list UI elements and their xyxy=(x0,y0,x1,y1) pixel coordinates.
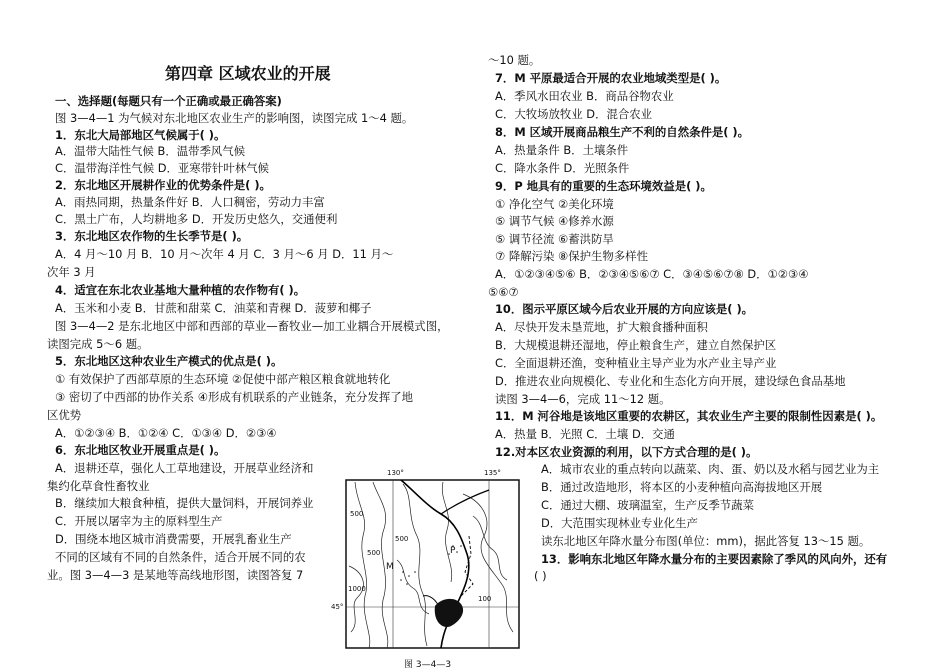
right-text-line: A．城市农业的重点转向以蔬菜、肉、蛋、奶以及水稻与园艺业为主 xyxy=(541,462,880,476)
right-text-line: 9．P 地具有的重要的生态环境效益是( )。 xyxy=(495,179,712,193)
left-text-line: C．开展以屠宰为主的原料型生产 xyxy=(55,514,223,528)
left-text-line: A．温带大陆性气候 B．温带季风气候 xyxy=(55,144,246,158)
map-label-m: M xyxy=(386,562,394,572)
right-text-line: D．推进农业向规模化、专业化和生态化方向开展，建设绿色食品基地 xyxy=(495,374,846,388)
left-text-line: A．退耕还草，强化人工草地建设，开展草业经济和 xyxy=(55,461,314,475)
left-text-line: ① 有效保护了西部草原的生态环境 ②促使中部产粮区粮食就地转化 xyxy=(55,372,391,386)
left-text-line: A．雨热同期，热量条件好 B．人口稠密，劳动力丰富 xyxy=(55,195,325,209)
right-text-line: ( ) xyxy=(534,569,547,583)
map-frame xyxy=(346,480,519,648)
left-text-line: 图 3—4—1 为气候对东北地区农业生产的影响图，读图完成 1～4 题。 xyxy=(55,111,414,125)
right-text-line: ⑤ 调节气候 ④修养水源 xyxy=(495,214,614,228)
contour-label: 500 xyxy=(367,549,381,557)
right-text-line: ～10 题。 xyxy=(488,53,541,67)
left-text-line: 5．东北地区这种农业生产模式的优点是( )。 xyxy=(55,354,283,368)
lon-135-label: 135° xyxy=(484,469,501,477)
left-text-line: 集约化草食性畜牧业 xyxy=(47,479,150,493)
right-text-line: ① 净化空气 ②美化环境 xyxy=(495,197,614,211)
left-text-line: D．围绕本地区城市消费需要，开展乳畜业生产 xyxy=(55,532,292,546)
right-text-line: 11．M 河谷地是该地区重要的农耕区，其农业生产主要的限制性因素是( )。 xyxy=(495,409,883,423)
map-label-p: P xyxy=(450,546,456,556)
left-text-line: 1．东北大局部地区气候属于( )。 xyxy=(55,128,226,142)
right-text-line: A．①②③④⑤⑥ B．②③④⑤⑥⑦ C．③④⑤⑥⑦⑧ D．①②③④ xyxy=(495,267,809,281)
left-text-line: B．继续加大粮食种植，提供大量饲料，开展饲养业 xyxy=(55,496,314,510)
left-text-line: 3．东北地区农作物的生长季节是( )。 xyxy=(55,229,249,243)
lat-45-label: 45° xyxy=(331,603,344,611)
right-text-line: B．大规模退耕还湿地，停止粮食生产，建立自然保护区 xyxy=(495,338,777,352)
right-text-line: 12.对本区农业资源的利用，以下方式合理的是( )。 xyxy=(495,445,758,459)
left-text-line: 业。图 3—4—3 是某地等高线地形图，读图答复 7 xyxy=(47,568,304,582)
right-text-line: 13．影响东北地区年降水量分布的主要因素除了季风的风向外，还有 xyxy=(541,552,888,566)
chapter-title: 第四章 区域农业的开展 xyxy=(165,64,331,83)
left-text-line: 6．东北地区牧业开展重点是( )。 xyxy=(55,443,226,457)
right-text-line: 读东北地区年降水量分布图(单位：mm)，据此答复 13～15 题。 xyxy=(541,534,871,548)
left-text-line: 4．适宜在东北农业基地大量种植的农作物有( )。 xyxy=(55,283,306,297)
map-caption: 图 3—4—3 xyxy=(404,660,452,670)
right-text-line: A．尽快开发未垦荒地，扩大粮食播种面积 xyxy=(495,320,708,334)
right-text-line: A．热量条件 B．土壤条件 xyxy=(495,143,629,157)
right-text-line: D．大范围实现林业专业化生产 xyxy=(541,516,698,530)
left-text-line: A．①②③④ B．①②④ C．①③④ D．②③④ xyxy=(55,426,277,440)
contour-map xyxy=(343,476,523,654)
right-text-line: C．降水条件 D．光照条件 xyxy=(495,161,630,175)
right-text-line: A．热量 B．光照 C．土壤 D．交通 xyxy=(495,427,675,441)
right-text-line: ⑤ 调节径流 ⑥蓄洪防旱 xyxy=(495,232,614,246)
left-text-line: C．黑土广布，人均耕地多 D．开发历史悠久，交通便利 xyxy=(55,212,338,226)
right-text-line: 读图 3—4—6，完成 11～12 题。 xyxy=(495,392,671,406)
left-text-line: C．温带海洋性气候 D．亚寒带针叶林气候 xyxy=(55,161,269,175)
left-text-line: 不同的区域有不同的自然条件，适合开展不同的农 xyxy=(55,550,306,564)
left-text-line: 次年 3 月 xyxy=(47,265,96,279)
left-text-line: 读图完成 5～6 题。 xyxy=(47,337,149,351)
left-text-line: 2．东北地区开展耕作业的优势条件是( )。 xyxy=(55,178,271,192)
right-text-line: C．大牧场放牧业 D．混合农业 xyxy=(495,107,653,121)
left-text-line: 图 3—4—2 是东北地区中部和西部的草业—畜牧业—加工业耦合开展模式图， xyxy=(55,319,449,333)
contour-label: 100 xyxy=(478,595,492,603)
lon-130-label: 130° xyxy=(387,469,404,477)
right-text-line: ⑦ 降解污染 ⑧保护生物多样性 xyxy=(495,249,648,263)
right-text-line: 10．图示平原区域今后农业开展的方向应该是( )。 xyxy=(495,302,754,316)
contour-label: 1000 xyxy=(348,585,366,593)
left-text-line: A．玉米和小麦 B．甘蔗和甜菜 C．油菜和青稞 D．菠萝和椰子 xyxy=(55,301,372,315)
right-text-line: 8．M 区域开展商品粮生产不利的自然条件是( )。 xyxy=(495,125,750,139)
right-text-line: B．通过改造地形，将本区的小麦种植向高海拔地区开展 xyxy=(541,480,823,494)
left-text-line: 区优势 xyxy=(47,408,82,422)
contour-label: 500 xyxy=(350,510,364,518)
right-text-line: A．季风水田农业 B．商品谷物农业 xyxy=(495,89,674,103)
right-text-line: C．全面退耕还渔，变种植业主导产业为水产业主导产业 xyxy=(495,356,777,370)
left-text-line: ③ 密切了中西部的协作关系 ④形成有机联系的产业链条，充分发挥了地 xyxy=(55,390,413,404)
right-text-line: 7．M 平原最适合开展的农业地域类型是( )。 xyxy=(495,71,727,85)
left-text-line: 一、选择题(每题只有一个正确或最正确答案) xyxy=(55,94,282,108)
contour-label: 500 xyxy=(395,535,409,543)
right-text-line: C．通过大棚、玻璃温室，生产反季节蔬菜 xyxy=(541,498,754,512)
right-text-line: ⑤⑥⑦ xyxy=(488,285,519,299)
left-text-line: A．4 月～10 月 B．10 月～次年 4 月 C．3 月～6 月 D．11 月～ xyxy=(55,247,394,261)
